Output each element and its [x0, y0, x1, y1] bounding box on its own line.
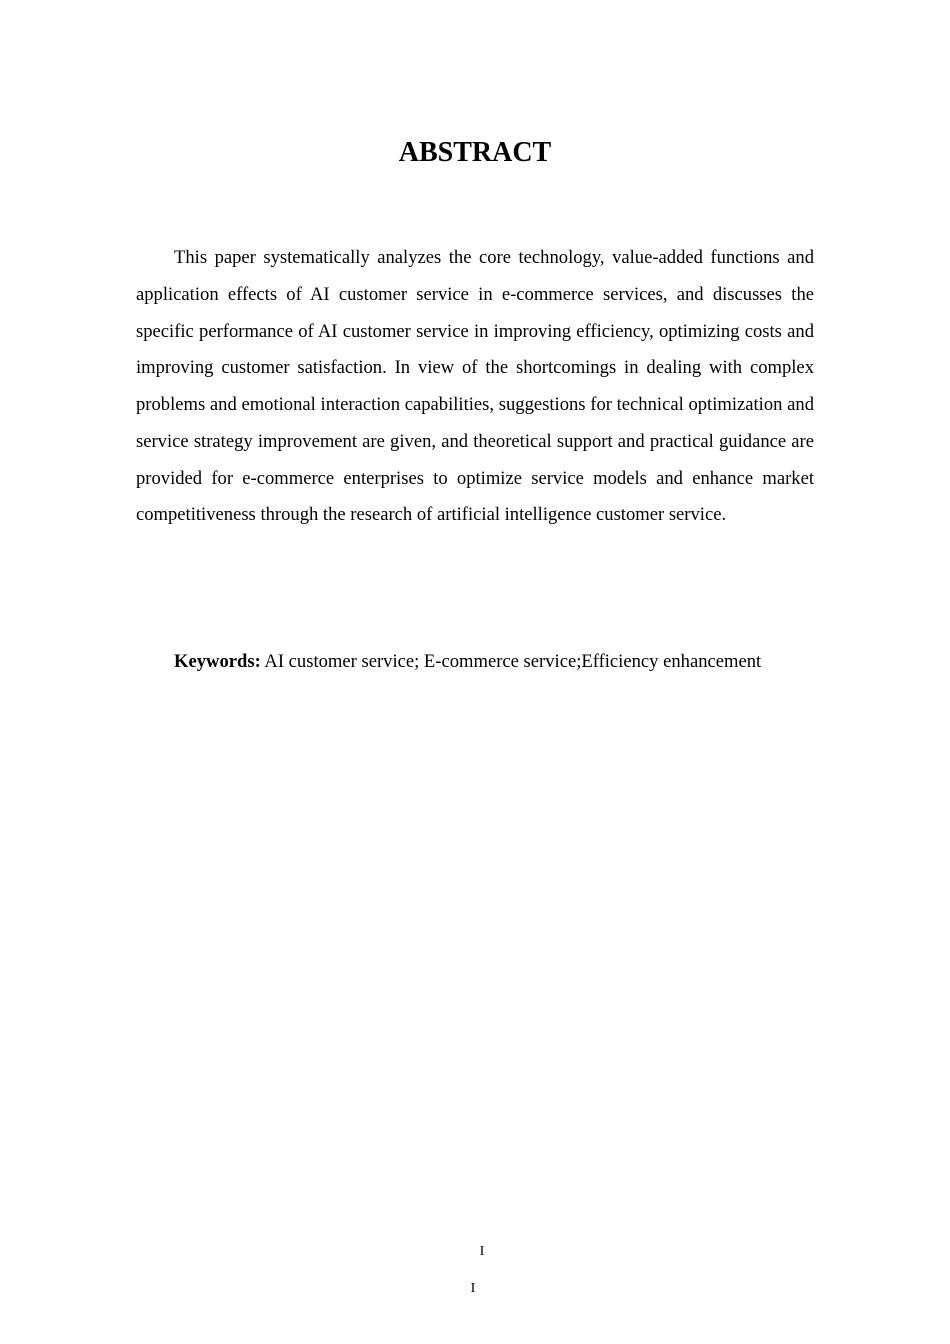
page-number-upper: I: [479, 1244, 485, 1259]
abstract-title: ABSTRACT: [398, 137, 552, 168]
keywords-line: [136, 644, 814, 680]
abstract-body: This paper systematically analyzes the core technology, value-added functions and application effects of AI customer service in e-commerce services, and discusses the specific performance of AI customer service in improving efficiency, optimizing costs and improving customer satisfaction. In view of the shortcomings in dealing with complex problems and emotional interaction capabilities, suggestions for technical optimization and service strategy improvement are given, and theoretical support and practical guidance are provided for e-commerce enterprises to optimize service models and enhance market competitiveness through the research of artificial intelligence customer service.: [136, 247, 814, 526]
keywords-label: Keywords:: [174, 651, 261, 672]
keywords-text: AI customer service; E-commerce service;Efficiency enhancement: [260, 651, 762, 672]
page-number-lower: I: [470, 1281, 476, 1296]
